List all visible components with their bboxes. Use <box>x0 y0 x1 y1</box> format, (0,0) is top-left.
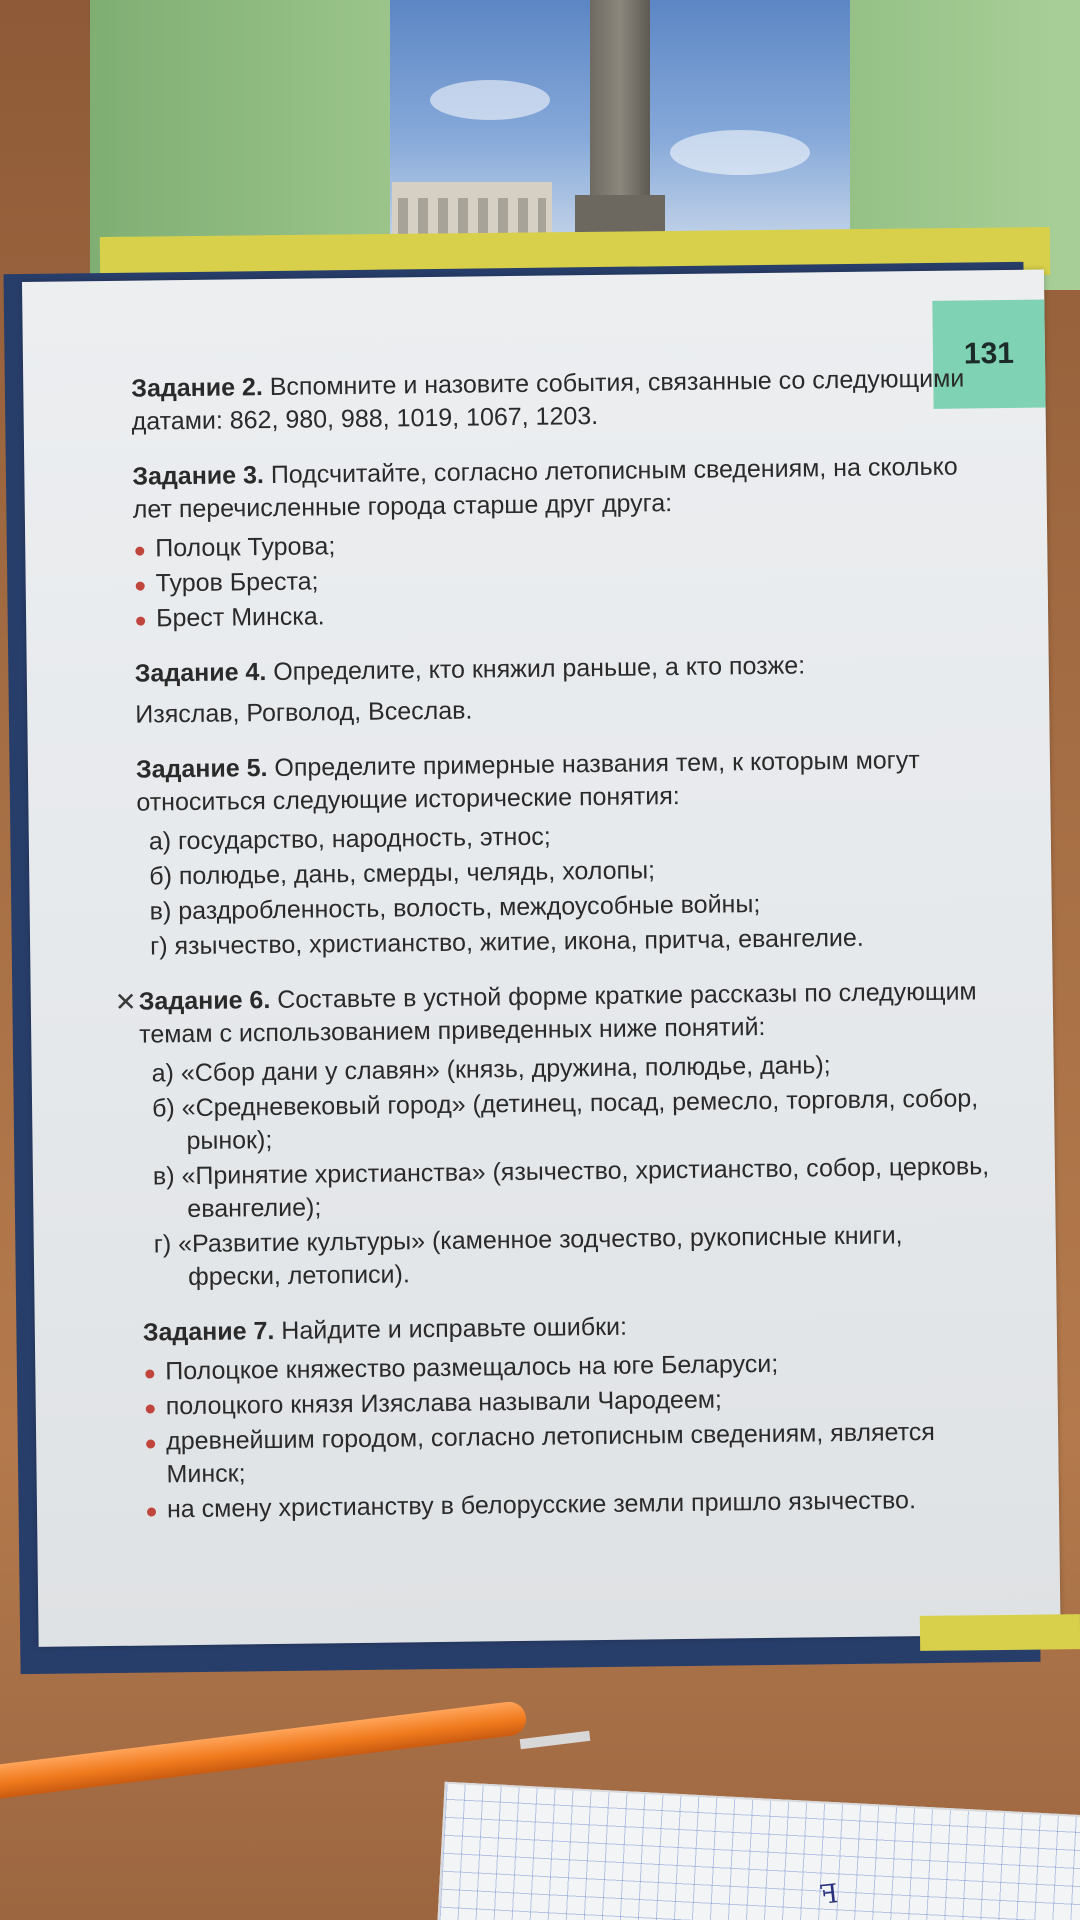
list-item: г) «Развитие культуры» (каменное зодчество, рукописные книги, фрески, летописи). <box>153 1221 903 1292</box>
list-item: г) язычество, христианство, житие, икона, притча, евангелие. <box>149 923 864 961</box>
page-text <box>114 362 1005 1548</box>
list-item: Полоцкое княжество размещалось на юге Беларуси; <box>143 1345 1003 1389</box>
list-item: Туров Бреста; <box>133 557 993 601</box>
task-2-title: Задание 2. <box>131 373 263 403</box>
task-5 <box>136 743 999 963</box>
task-6-text: Составьте в устной форме краткие рассказы по следующим темам с использованием приведенных ниже понятий: <box>139 977 977 1049</box>
task-6 <box>114 975 1003 1294</box>
task-2-text: Вспомните и назовите события, связанные со следующими датами: 862, 980, 988, 1019, 1067, 1203. <box>131 364 965 436</box>
page-number: 131 <box>963 336 1015 371</box>
list-item: в) «Принятие христианства» (язычество, христианство, собор, церковь, евангелие); <box>152 1152 990 1224</box>
list-item: а) государство, народность, этнос; <box>148 822 551 856</box>
handwritten-x-mark: ✕ <box>114 986 137 1017</box>
task-3-list <box>133 522 994 635</box>
list-item: Брест Минска. <box>134 592 994 636</box>
task-3-title: Задание 3. <box>132 461 265 491</box>
list-item: полоцкого князя Изяслава называли Чародеем; <box>144 1380 1004 1424</box>
task-6-title: Задание 6. <box>138 986 271 1016</box>
task-3 <box>132 450 994 635</box>
task-7 <box>143 1306 1006 1526</box>
handwriting-scribble: ꟻ <box>818 1879 840 1911</box>
task-3-text: Подсчитайте, согласно летописным сведениям, на сколько лет перечисленные города старше друг друга: <box>132 452 958 524</box>
task-4 <box>135 647 996 732</box>
task-5-text: Определите примерные названия тем, к которым могут относиться следующие исторические понятия: <box>136 746 920 817</box>
task-7-list <box>143 1345 1005 1526</box>
task-7-title: Задание 7. <box>142 1316 275 1347</box>
task-4-names: Изяслав, Рогволод, Всеслав. <box>135 696 473 729</box>
task-7-text: Найдите и исправьте ошибки: <box>281 1312 628 1345</box>
task-5-title: Задание 5. <box>135 754 268 784</box>
task-6-list <box>139 1047 1002 1294</box>
list-item: на смену христианству в белорусские земли пришло язычество. <box>145 1483 1005 1527</box>
list-item: в) раздробленность, волость, междоусобные войны; <box>149 890 761 926</box>
list-item: а) «Сбор дани у славян» (князь, дружина, полюдье, дань); <box>151 1051 831 1088</box>
book-page <box>22 270 1061 1647</box>
cover-obelisk <box>590 0 650 215</box>
list-item: Полоцк Турова; <box>133 522 993 566</box>
list-item: б) «Средневековый город» (детинец, посад, ремесло, торговля, собор, рынок); <box>151 1084 979 1156</box>
list-item: б) полюдье, дань, смерды, челядь, холопы; <box>149 856 656 891</box>
task-2 <box>131 362 992 439</box>
list-item: древнейшим городом, согласно летописным сведениям, является Минск; <box>144 1415 1005 1492</box>
task-5-list <box>137 815 999 963</box>
yellow-sticky-tab-bottom <box>920 1614 1080 1651</box>
task-4-title: Задание 4. <box>134 658 267 688</box>
task-4-text: Определите, кто княжил раньше, а кто позже: <box>273 651 806 686</box>
